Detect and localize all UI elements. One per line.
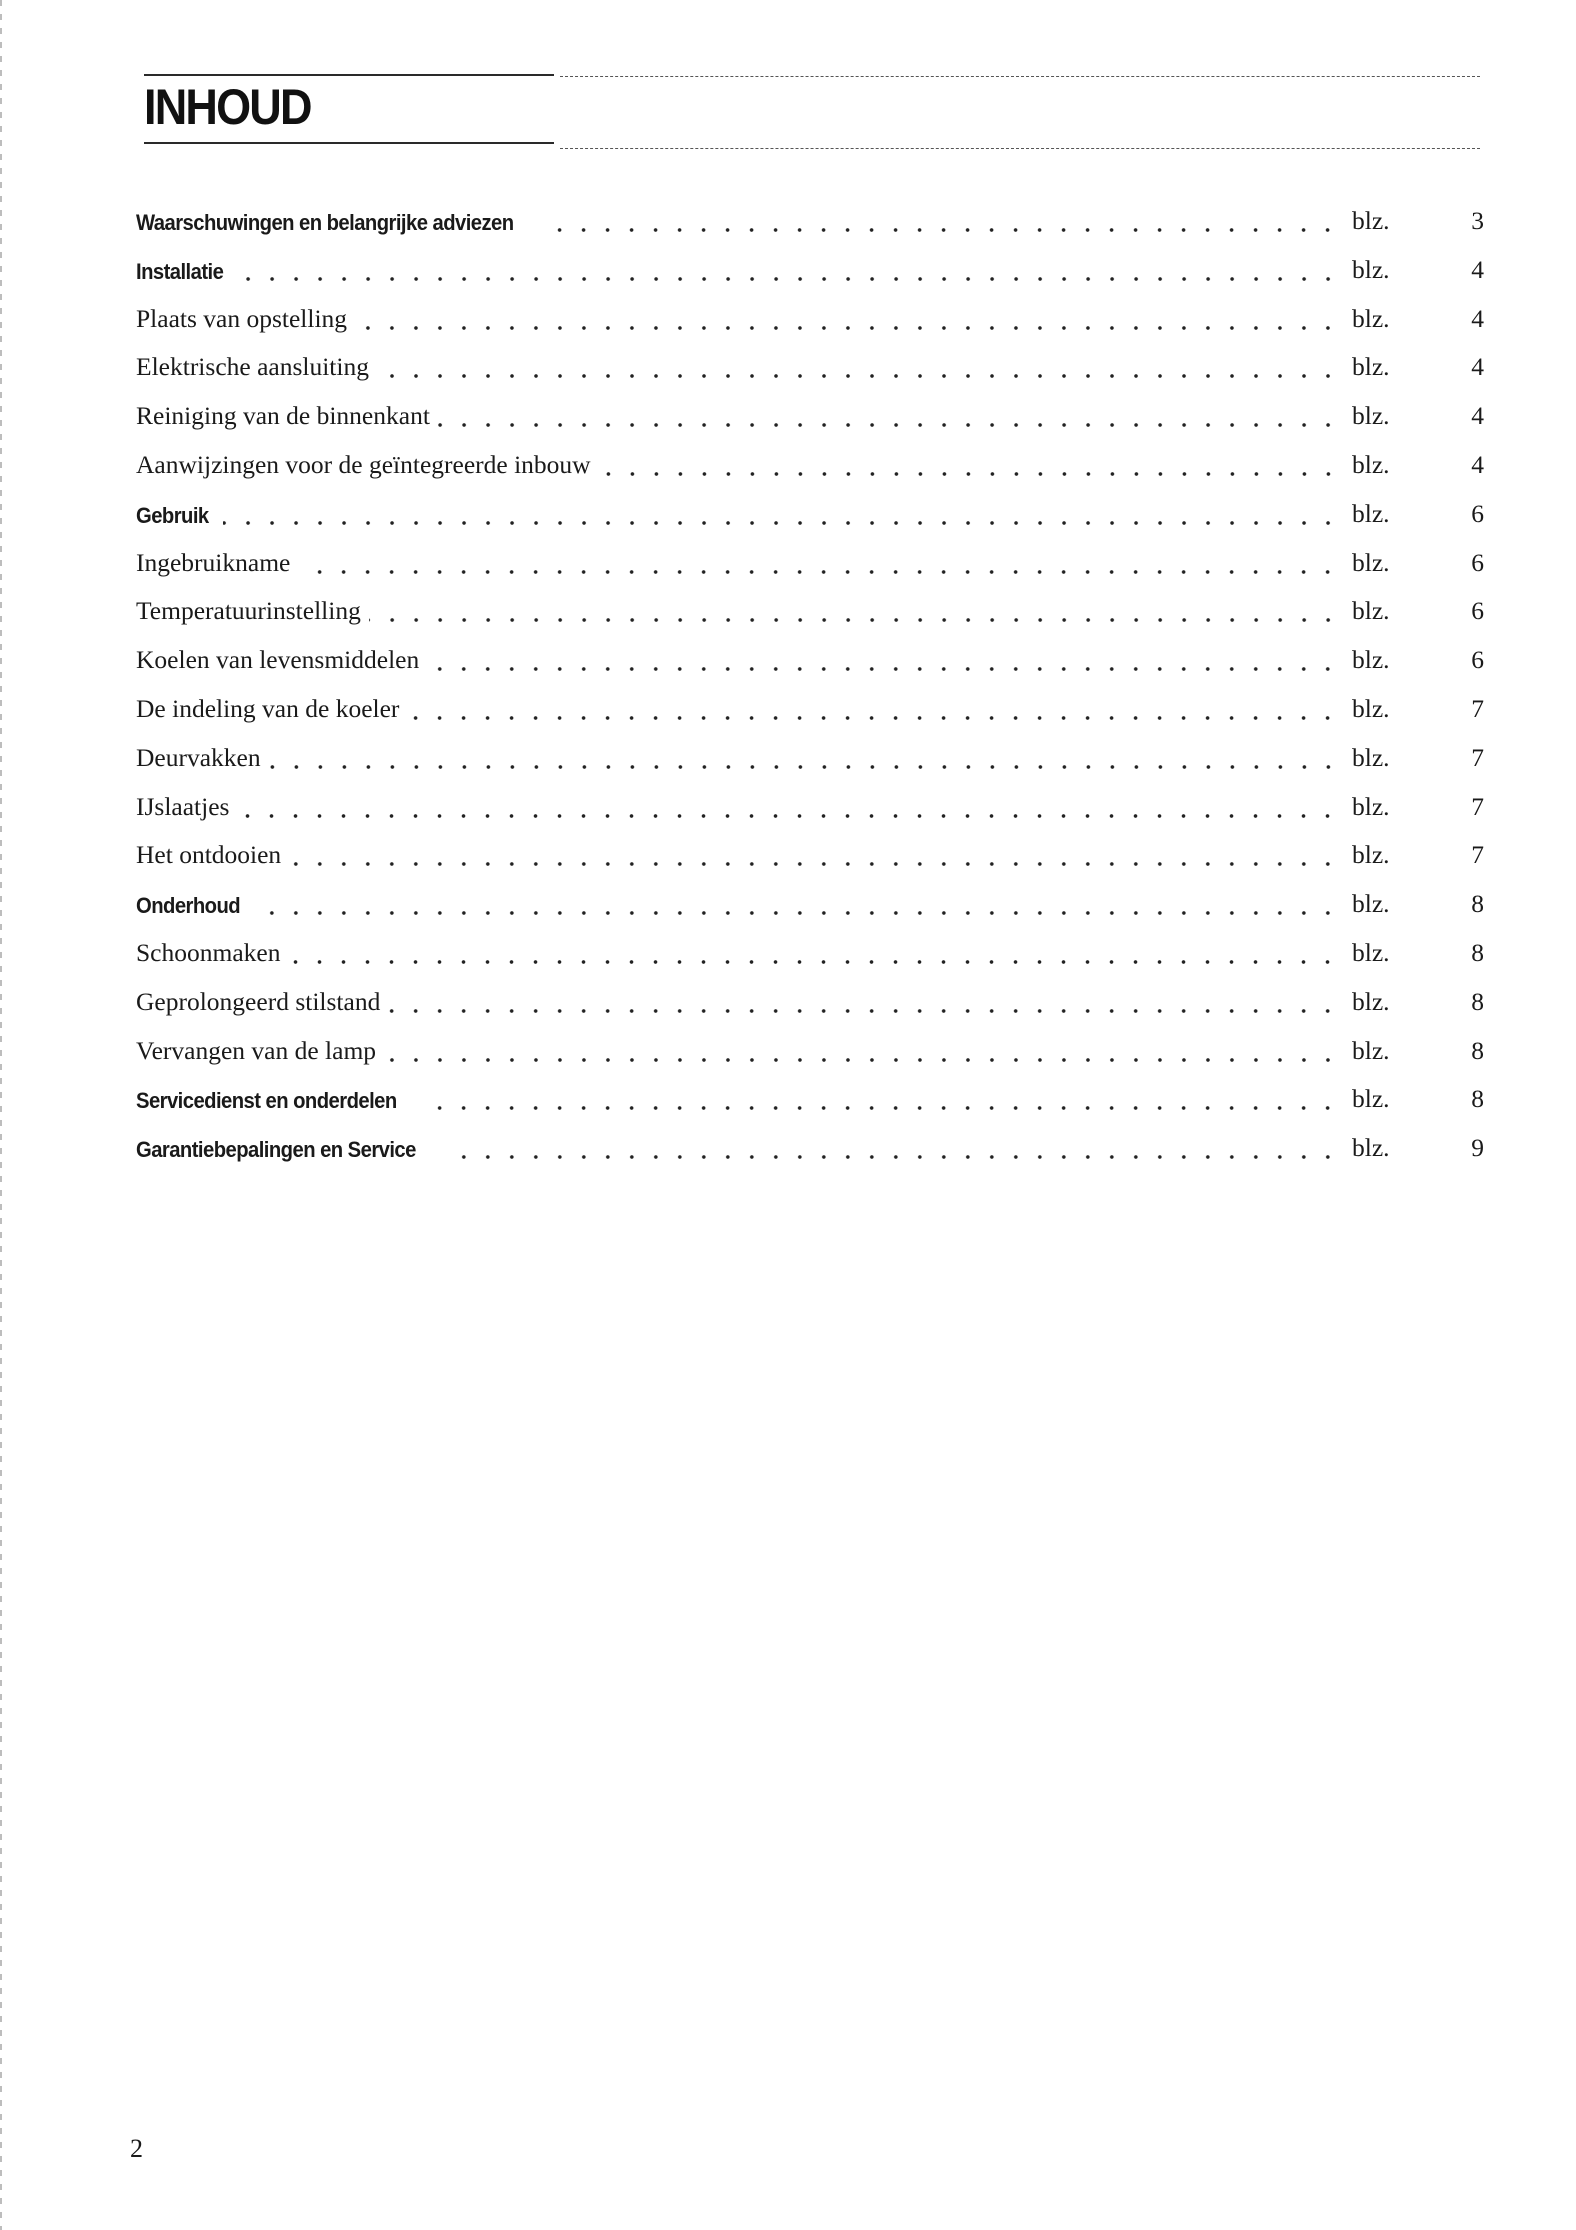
dot-leader xyxy=(223,497,1340,527)
toc-entry-page-number: 7 xyxy=(1471,840,1484,870)
toc-entry-page-number: 3 xyxy=(1471,206,1484,235)
toc-entry-label: Aanwijzingen voor de geïntegreerde inbouw xyxy=(136,450,599,480)
dot-leader xyxy=(298,546,1340,576)
toc-entry[interactable] xyxy=(136,440,1484,489)
toc-entry-page-number: 4 xyxy=(1471,449,1484,479)
dot-leader xyxy=(289,838,1340,868)
title-bottom-rule xyxy=(144,142,554,144)
toc-entry-label: Plaats van opstelling xyxy=(136,304,355,334)
toc-entry-label: Onderhoud xyxy=(136,893,247,919)
toc-entry-page-prefix: blz. xyxy=(1352,1133,1390,1163)
toc-entry[interactable] xyxy=(136,538,1484,587)
dot-leader xyxy=(448,1131,1340,1161)
dot-leader xyxy=(438,399,1340,429)
toc-entry[interactable] xyxy=(136,879,1484,928)
toc-entry[interactable] xyxy=(136,586,1484,635)
toc-entry[interactable] xyxy=(136,1123,1484,1172)
toc-entry-label: Vervangen van de lamp xyxy=(136,1036,384,1066)
toc-entry-page-number: 6 xyxy=(1471,547,1484,577)
dot-leader xyxy=(239,253,1340,283)
toc-entry-page-prefix: blz. xyxy=(1352,937,1390,967)
dot-leader xyxy=(237,790,1340,820)
title-bottom-rule-faded xyxy=(560,148,1480,149)
dot-leader xyxy=(427,643,1340,673)
toc-entry-page-number: 7 xyxy=(1471,791,1484,821)
page-edge-shadow xyxy=(0,0,2,2230)
toc-entry-page-prefix: blz. xyxy=(1352,303,1390,333)
toc-entry-page-prefix: blz. xyxy=(1352,1035,1390,1065)
dot-leader xyxy=(388,985,1340,1015)
toc-entry-page-prefix: blz. xyxy=(1352,596,1390,626)
toc-entry[interactable] xyxy=(136,489,1484,538)
toc-entry-page-number: 8 xyxy=(1471,889,1484,919)
toc-entry-page-number: 6 xyxy=(1471,645,1484,675)
table-of-contents xyxy=(136,196,1484,1172)
toc-entry-page-prefix: blz. xyxy=(1352,1084,1390,1114)
toc-entry-page-prefix: blz. xyxy=(1352,791,1390,821)
toc-entry[interactable] xyxy=(136,830,1484,879)
toc-entry-page-number: 6 xyxy=(1471,498,1484,528)
dot-leader xyxy=(599,448,1340,478)
toc-entry-label: Installatie xyxy=(136,259,231,285)
toc-entry-page-number: 8 xyxy=(1471,1035,1484,1065)
toc-entry-label: Elektrische aansluiting xyxy=(136,352,377,382)
toc-entry-label: Temperatuurinstelling xyxy=(136,596,369,626)
dot-leader xyxy=(269,741,1340,771)
dot-leader xyxy=(355,302,1340,332)
toc-entry-label: Geprolongeerd stilstand xyxy=(136,987,388,1017)
toc-entry-page-prefix: blz. xyxy=(1352,693,1390,723)
title-top-rule-faded xyxy=(560,76,1480,77)
toc-entry-page-prefix: blz. xyxy=(1352,401,1390,431)
page-title: INHOUD xyxy=(144,79,311,135)
toc-entry-label: Ingebruikname xyxy=(136,548,298,578)
toc-entry-page-prefix: blz. xyxy=(1352,986,1390,1016)
toc-entry-page-number: 4 xyxy=(1471,254,1484,284)
toc-entry-page-prefix: blz. xyxy=(1352,840,1390,870)
toc-entry-page-number: 8 xyxy=(1471,986,1484,1016)
toc-entry[interactable] xyxy=(136,977,1484,1026)
toc-entry[interactable] xyxy=(136,245,1484,294)
toc-entry-page-number: 4 xyxy=(1471,352,1484,382)
toc-entry-page-number: 4 xyxy=(1471,401,1484,431)
toc-entry-page-number: 4 xyxy=(1471,303,1484,333)
toc-entry-label: Gebruik xyxy=(136,503,216,529)
toc-entry-label: Servicedienst en onderdelen xyxy=(136,1088,404,1114)
dot-leader xyxy=(257,887,1340,917)
toc-entry-label: Schoonmaken xyxy=(136,938,288,968)
toc-entry-label: De indeling van de koeler xyxy=(136,694,407,724)
toc-entry[interactable] xyxy=(136,294,1484,343)
toc-entry-label: Deurvakken xyxy=(136,743,269,773)
toc-entry-page-number: 6 xyxy=(1471,596,1484,626)
toc-entry-page-prefix: blz. xyxy=(1352,547,1390,577)
dot-leader xyxy=(377,350,1340,380)
title-top-rule xyxy=(144,74,554,76)
dot-leader xyxy=(554,204,1340,234)
toc-entry[interactable] xyxy=(136,928,1484,977)
toc-entry-page-number: 8 xyxy=(1471,937,1484,967)
toc-entry[interactable] xyxy=(136,782,1484,831)
toc-entry[interactable] xyxy=(136,684,1484,733)
dot-leader xyxy=(384,1034,1340,1064)
toc-entry-page-number: 8 xyxy=(1471,1084,1484,1114)
toc-entry-page-prefix: blz. xyxy=(1352,449,1390,479)
toc-entry-label: Waarschuwingen en belangrijke adviezen xyxy=(136,210,521,236)
toc-entry-page-prefix: blz. xyxy=(1352,206,1390,235)
toc-entry-label: Reiniging van de binnenkant xyxy=(136,401,438,431)
toc-entry-page-prefix: blz. xyxy=(1352,645,1390,675)
toc-entry-page-prefix: blz. xyxy=(1352,352,1390,382)
dot-leader xyxy=(288,936,1340,966)
toc-entry-page-prefix: blz. xyxy=(1352,742,1390,772)
toc-entry[interactable] xyxy=(136,1074,1484,1123)
toc-entry-page-prefix: blz. xyxy=(1352,498,1390,528)
toc-entry-page-number: 7 xyxy=(1471,742,1484,772)
toc-entry[interactable] xyxy=(136,1026,1484,1075)
toc-entry-page-number: 9 xyxy=(1471,1133,1484,1163)
toc-entry-page-prefix: blz. xyxy=(1352,254,1390,284)
toc-entry-label: Het ontdooien xyxy=(136,840,289,870)
page-number: 2 xyxy=(130,2134,143,2163)
toc-entry[interactable] xyxy=(136,391,1484,440)
toc-entry-label: Garantiebepalingen en Service xyxy=(136,1137,423,1163)
toc-entry[interactable] xyxy=(136,196,1484,245)
dot-leader xyxy=(407,692,1340,722)
toc-entry-page-number: 7 xyxy=(1471,693,1484,723)
toc-entry[interactable] xyxy=(136,342,1484,391)
toc-entry[interactable] xyxy=(136,635,1484,684)
toc-entry-label: Koelen van levensmiddelen xyxy=(136,645,427,675)
toc-entry-page-prefix: blz. xyxy=(1352,889,1390,919)
dot-leader xyxy=(369,594,1340,624)
toc-entry[interactable] xyxy=(136,733,1484,782)
dot-leader xyxy=(427,1082,1340,1112)
toc-entry-label: IJslaatjes xyxy=(136,792,237,822)
